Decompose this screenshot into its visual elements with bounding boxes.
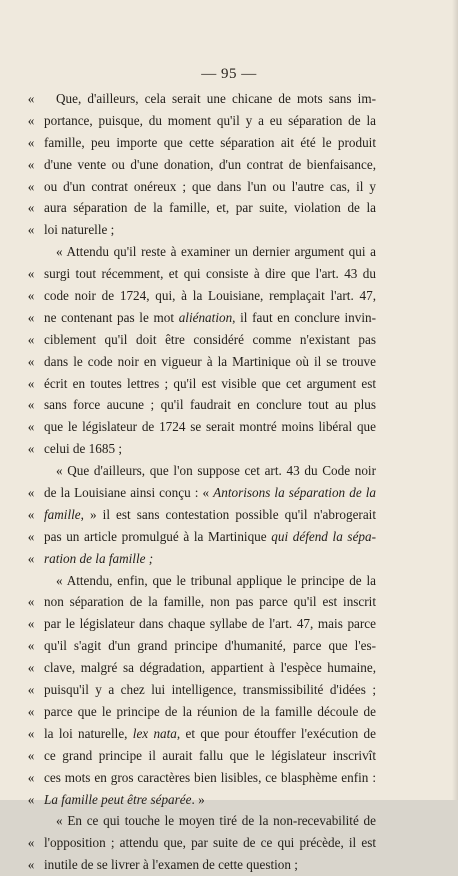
text-segment: surgi tout récemment, et qui consiste à dire que l'art. 43 du bbox=[44, 266, 376, 282]
quote-mark: « bbox=[27, 747, 35, 763]
text-segment: loi naturelle ; bbox=[44, 222, 115, 238]
text-segment: l'opposition ; attendu que, par suite de ce qui précède, il est bbox=[44, 835, 376, 851]
line-text bbox=[44, 154, 376, 176]
text-line bbox=[0, 329, 458, 351]
quote-mark: « bbox=[27, 638, 35, 654]
body-text bbox=[0, 88, 458, 876]
text-line bbox=[0, 197, 458, 219]
line-text bbox=[44, 789, 376, 811]
quote-mark: « bbox=[27, 857, 35, 873]
line-text bbox=[44, 745, 376, 767]
text-segment: « Que d'ailleurs, que l'on suppose cet art. 43 du Code noir bbox=[56, 463, 376, 479]
text-segment: , et que pour étouffer l'exécution de bbox=[176, 725, 376, 741]
text-segment: portance, puisque, du moment qu'il y a eu séparation de la bbox=[44, 112, 376, 128]
quote-mark: « bbox=[27, 309, 35, 325]
text-segment: « Attendu qu'il reste à examiner un dernier argument qui a bbox=[56, 244, 376, 260]
text-line bbox=[0, 438, 458, 460]
line-text bbox=[44, 526, 376, 548]
line-text bbox=[56, 241, 376, 263]
text-line bbox=[0, 416, 458, 438]
text-segment: famille, peu importe que cette séparation ait été le produit bbox=[44, 134, 376, 150]
quote-mark: « bbox=[27, 353, 35, 369]
italic-text: Antorisons la séparation de la bbox=[213, 485, 377, 501]
text-line bbox=[0, 154, 458, 176]
text-segment: aura séparation de la famille, et, par suite, violation de la bbox=[44, 200, 376, 216]
line-text bbox=[44, 438, 376, 460]
quote-mark: « bbox=[27, 682, 35, 698]
text-segment: écrit en toutes lettres ; qu'il est visible que cet argument est bbox=[44, 375, 376, 391]
quote-mark: « bbox=[27, 156, 35, 172]
text-line bbox=[0, 285, 458, 307]
line-text bbox=[56, 460, 376, 482]
text-line bbox=[0, 482, 458, 504]
line-text bbox=[44, 329, 376, 351]
line-text bbox=[56, 810, 376, 832]
line-text bbox=[44, 548, 376, 570]
italic-text: aliénation bbox=[178, 309, 233, 325]
text-line bbox=[0, 854, 458, 876]
line-text bbox=[44, 176, 376, 198]
quote-mark: « bbox=[27, 178, 35, 194]
text-line bbox=[0, 526, 458, 548]
text-line bbox=[0, 570, 458, 592]
italic-text: lex nata bbox=[132, 725, 177, 741]
text-line bbox=[0, 657, 458, 679]
text-line bbox=[0, 504, 458, 526]
line-text bbox=[44, 767, 376, 789]
text-line bbox=[0, 810, 458, 832]
page-number: — 95 — bbox=[201, 66, 257, 82]
quote-mark: « bbox=[27, 485, 35, 501]
text-segment: par le législateur dans chaque syllabe de l'art. 47, mais parce bbox=[44, 616, 376, 632]
text-segment: que le législateur de 1724 se serait montré moins libéral que bbox=[44, 419, 376, 435]
quote-mark: « bbox=[27, 660, 35, 676]
line-text bbox=[44, 197, 376, 219]
line-text bbox=[44, 832, 376, 854]
text-line bbox=[0, 723, 458, 745]
text-segment: code noir de 1724, qui, à la Louisiane, remplaçait l'art. 47, bbox=[44, 288, 376, 304]
text-segment: , » il est sans contestation possible qu'il n'abrogerait bbox=[80, 506, 376, 522]
quote-mark: « bbox=[27, 91, 35, 106]
line-text bbox=[44, 132, 376, 154]
text-line bbox=[0, 176, 458, 198]
line-text bbox=[44, 591, 376, 613]
line-text bbox=[44, 504, 376, 526]
italic-text: ration de la famille ; bbox=[44, 550, 154, 566]
line-text bbox=[44, 373, 376, 395]
text-segment: dans le code noir en vigueur à la Martinique où il se trouve bbox=[44, 353, 376, 369]
text-line bbox=[0, 591, 458, 613]
text-line bbox=[0, 789, 458, 811]
line-text bbox=[56, 88, 376, 110]
quote-mark: « bbox=[27, 528, 35, 544]
text-line bbox=[0, 767, 458, 789]
quote-mark: « bbox=[27, 725, 35, 741]
line-text bbox=[44, 482, 376, 504]
text-line bbox=[0, 679, 458, 701]
text-line bbox=[0, 88, 458, 110]
text-segment: Que, d'ailleurs, cela serait une chicane de mots sans im- bbox=[56, 91, 376, 106]
quote-mark: « bbox=[27, 550, 35, 566]
text-line bbox=[0, 701, 458, 723]
text-line bbox=[0, 110, 458, 132]
text-segment: d'une vente ou d'une donation, d'un contrat de bienfaisance, bbox=[44, 156, 376, 172]
quote-mark: « bbox=[27, 397, 35, 413]
text-segment: inutile de se livrer à l'examen de cette question ; bbox=[44, 857, 298, 873]
text-segment: . » bbox=[191, 791, 205, 807]
text-segment: celui de 1685 ; bbox=[44, 441, 123, 457]
text-line bbox=[0, 241, 458, 263]
quote-mark: « bbox=[27, 594, 35, 610]
text-segment: ou d'un contrat onéreux ; que dans l'un ou l'autre cas, il y bbox=[44, 178, 376, 194]
quote-mark: « bbox=[27, 419, 35, 435]
quote-mark: « bbox=[27, 134, 35, 150]
line-text bbox=[44, 635, 376, 657]
line-text bbox=[44, 351, 376, 373]
italic-text: famille bbox=[44, 506, 81, 522]
line-text bbox=[44, 701, 376, 723]
quote-mark: « bbox=[27, 616, 35, 632]
text-segment: ciblement qu'il doit être considéré comme n'existant pas bbox=[44, 331, 376, 347]
text-segment: ne contenant pas le mot bbox=[44, 309, 179, 325]
text-segment: ce grand principe il aurait fallu que le législateur inscrivît bbox=[44, 747, 376, 763]
quote-mark: « bbox=[27, 288, 35, 304]
line-text bbox=[44, 679, 376, 701]
text-segment: « En ce qui touche le moyen tiré de la non-recevabilité de bbox=[56, 813, 376, 829]
quote-mark: « bbox=[27, 375, 35, 391]
text-segment: puisqu'il y a chez lui intelligence, transmissibilité d'idées ; bbox=[44, 682, 376, 698]
quote-mark: « bbox=[27, 266, 35, 282]
text-line bbox=[0, 635, 458, 657]
text-segment: qu'il s'agit d'un grand principe d'humanité, parce que l'es- bbox=[44, 638, 376, 654]
line-text bbox=[44, 219, 376, 241]
line-text bbox=[44, 723, 376, 745]
text-segment: non séparation de la famille, non pas parce qu'il est inscrit bbox=[44, 594, 376, 610]
line-text bbox=[44, 854, 376, 876]
text-line bbox=[0, 548, 458, 570]
line-text bbox=[44, 394, 376, 416]
text-line bbox=[0, 460, 458, 482]
quote-mark: « bbox=[27, 331, 35, 347]
text-line bbox=[0, 132, 458, 154]
text-line bbox=[0, 394, 458, 416]
text-line bbox=[0, 832, 458, 854]
line-text bbox=[44, 307, 376, 329]
text-line bbox=[0, 745, 458, 767]
text-line bbox=[0, 373, 458, 395]
text-segment: « Attendu, enfin, que le tribunal applique le principe de la bbox=[56, 572, 376, 588]
quote-mark: « bbox=[27, 441, 35, 457]
text-segment: ces mots en gros caractères bien lisibles, ce blasphème enfin : bbox=[44, 769, 376, 785]
text-segment: clave, malgré sa dégradation, appartient à l'espèce humaine, bbox=[44, 660, 376, 676]
quote-mark: « bbox=[27, 222, 35, 238]
quote-mark: « bbox=[27, 200, 35, 216]
text-segment: pas un article promulgué à la Martinique bbox=[44, 528, 272, 544]
text-segment: sans force aucune ; qu'il faudrait en conclure tout au plus bbox=[44, 397, 376, 413]
text-segment: , il faut en conclure invin- bbox=[232, 309, 376, 325]
quote-mark: « bbox=[27, 791, 35, 807]
text-line bbox=[0, 351, 458, 373]
line-text bbox=[44, 613, 376, 635]
text-segment: la loi naturelle, bbox=[44, 725, 133, 741]
italic-text: La famille peut être séparée bbox=[44, 791, 192, 807]
italic-text: qui défend la sépa- bbox=[271, 528, 376, 544]
quote-mark: « bbox=[27, 703, 35, 719]
line-text bbox=[44, 657, 376, 679]
quote-mark: « bbox=[27, 112, 35, 128]
line-text bbox=[44, 416, 376, 438]
text-segment: parce que le principe de la réunion de la famille découle de bbox=[44, 703, 376, 719]
text-segment: de la Louisiane ainsi conçu : « bbox=[44, 485, 214, 501]
quote-mark: « bbox=[27, 506, 35, 522]
line-text bbox=[44, 285, 376, 307]
text-line bbox=[0, 307, 458, 329]
line-text bbox=[44, 110, 376, 132]
text-line bbox=[0, 613, 458, 635]
text-line bbox=[0, 263, 458, 285]
text-line bbox=[0, 219, 458, 241]
quote-mark: « bbox=[27, 835, 35, 851]
line-text bbox=[56, 570, 376, 592]
line-text bbox=[44, 263, 376, 285]
quote-mark: « bbox=[27, 769, 35, 785]
